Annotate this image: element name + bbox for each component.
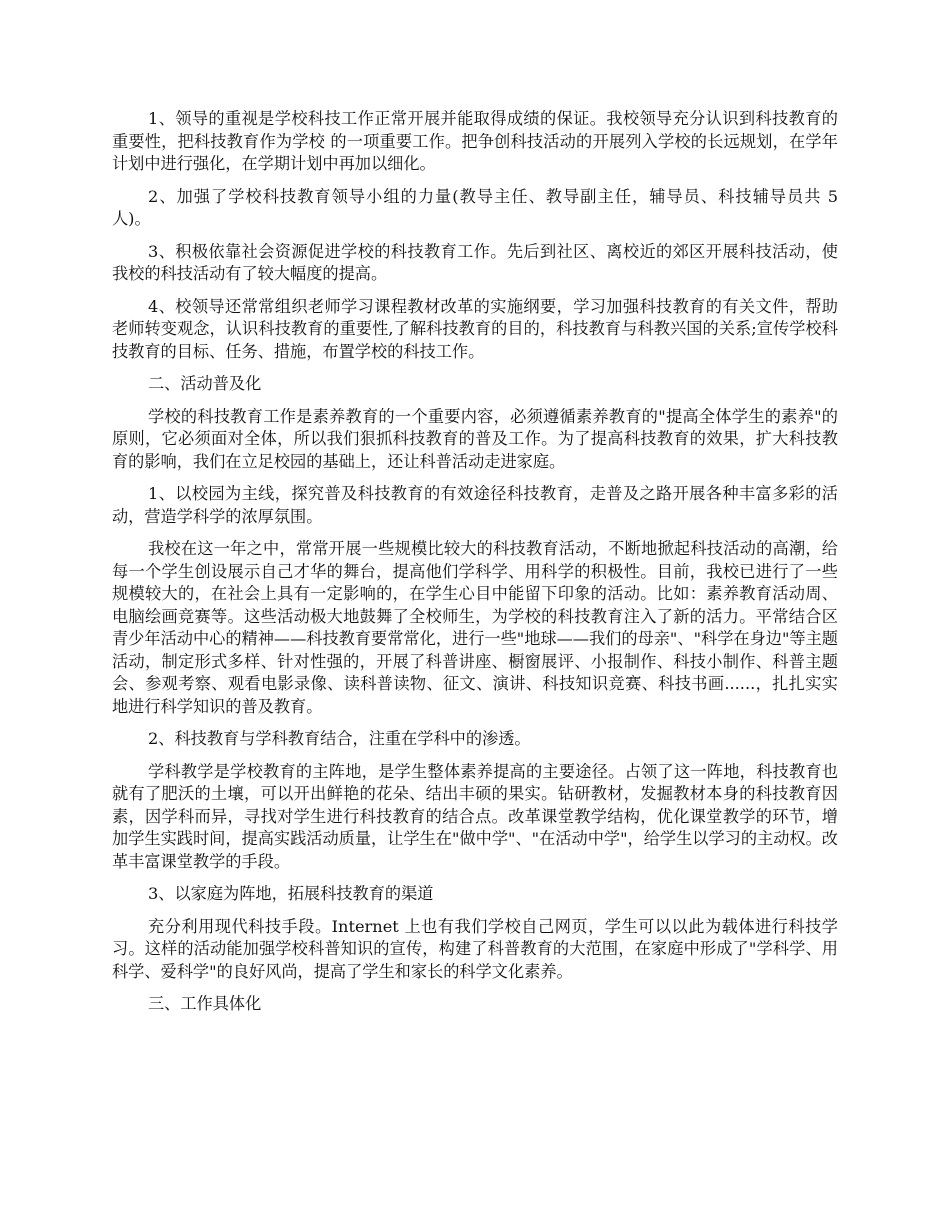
subheading-family-channel: 3、以家庭为阵地，拓展科技教育的渠道 (148, 884, 434, 903)
document-page (112, 108, 838, 1026)
section-heading-concretization: 三、工作具体化 (148, 994, 262, 1013)
subheading-subject-integration: 2、科技教育与学科教育结合，注重在学科中的渗透。 (148, 729, 531, 748)
paragraph-quality-education: 学校的科技教育工作是素养教育的一个重要内容，必须遵循素养教育的"提高全体学生的素养"的原则，它必须面对全体，所以我们狠抓科技教育的普及工作。为了提高科技教育的效果，扩大科技教育的影响，我们在立足校园的基础上，还让科普活动走进家庭。 (112, 406, 838, 471)
section-heading-popularization: 二、活动普及化 (148, 374, 262, 393)
paragraph-curriculum-study: 4、校领导还常常组织老师学习课程教材改革的实施纲要，学习加强科技教育的有关文件，帮助老师转变观念，认识科技教育的重要性,了解科技教育的目的，科技教育与科教兴国的关系;宣传学校科技教育的目标、任务、措施，布置学校的科技工作。 (112, 296, 838, 361)
paragraph-subject-teaching: 学科教学是学校教育的主阵地，是学生整体素养提高的主要途径。占领了这一阵地，科技教育也就有了肥沃的土壤，可以开出鲜艳的花朵、结出丰硕的果实。钻研教材，发掘教材本身的科技教育因素，因学科而异，寻找对学生进行科技教育的结合点。改革课堂教学结构，优化课堂教学的环节，增加学生实践时间，提高实践活动质量，让学生在"做中学"、"在活动中学"，给学生以学习的主动权。改革丰富课堂教学的手段。 (112, 761, 838, 871)
paragraph-leadership-importance: 1、领导的重视是学校科技工作正常开展并能取得成绩的保证。我校领导充分认识到科技教育的重要性，把科技教育作为学校 的一项重要工作。把争创科技活动的开展列入学校的长远规划，在学年计划中进行强化，在学期计划中再加以细化。 (112, 109, 838, 173)
paragraph-campus-mainline: 1、以校园为主线，探究普及科技教育的有效途径科技教育，走普及之路开展各种丰富多彩的活动，营造学科学的浓厚氛围。 (112, 484, 838, 526)
paragraph-modern-technology: 充分利用现代科技手段。Internet 上也有我们学校自己网页，学生可以以此为载体进行科技学习。这样的活动能加强学校科普知识的宣传，构建了科普教育的大范围，在家庭中形成了"学科学、用科学、爱科学"的良好风尚，提高了学生和家长的科学文化素养。 (112, 916, 838, 981)
paragraph-leadership-group: 2、加强了学校科技教育领导小组的力量(教导主任、教导副主任，辅导员、科技辅导员共 5 人)。 (112, 186, 838, 228)
paragraph-social-resources: 3、积极依靠社会资源促进学校的科技教育工作。先后到社区、离校近的郊区开展科技活动，使我校的科技活动有了较大幅度的提高。 (112, 241, 838, 283)
paragraph-yearly-activities: 我校在这一年之中，常常开展一些规模比较大的科技教育活动，不断地掀起科技活动的高潮，给每一个学生创设展示自己才华的舞台，提高他们学科学、用科学的积极性。目前，我校已进行了一些规模较大的，在社会上具有一定影响的，在学生心目中能留下印象的活动。比如：素养教育活动周、电脑绘画竞赛等。这些活动极大地鼓舞了全校师生，为学校的科技教育注入了新的活力。平常结合区青少年活动中心的精神——科技教育要常常化，进行一些"地球——我们的母亲"、"科学在身边"等主题活动，制定形式多样、针对性强的，开展了科普讲座、橱窗展评、小报制作、科技小制作、科普主题会、参观考察、观看电影录像、读科普读物、征文、演讲、科技知识竞赛、科技书画......，扎扎实实地进行科学知识的普及教育。 (112, 539, 838, 716)
